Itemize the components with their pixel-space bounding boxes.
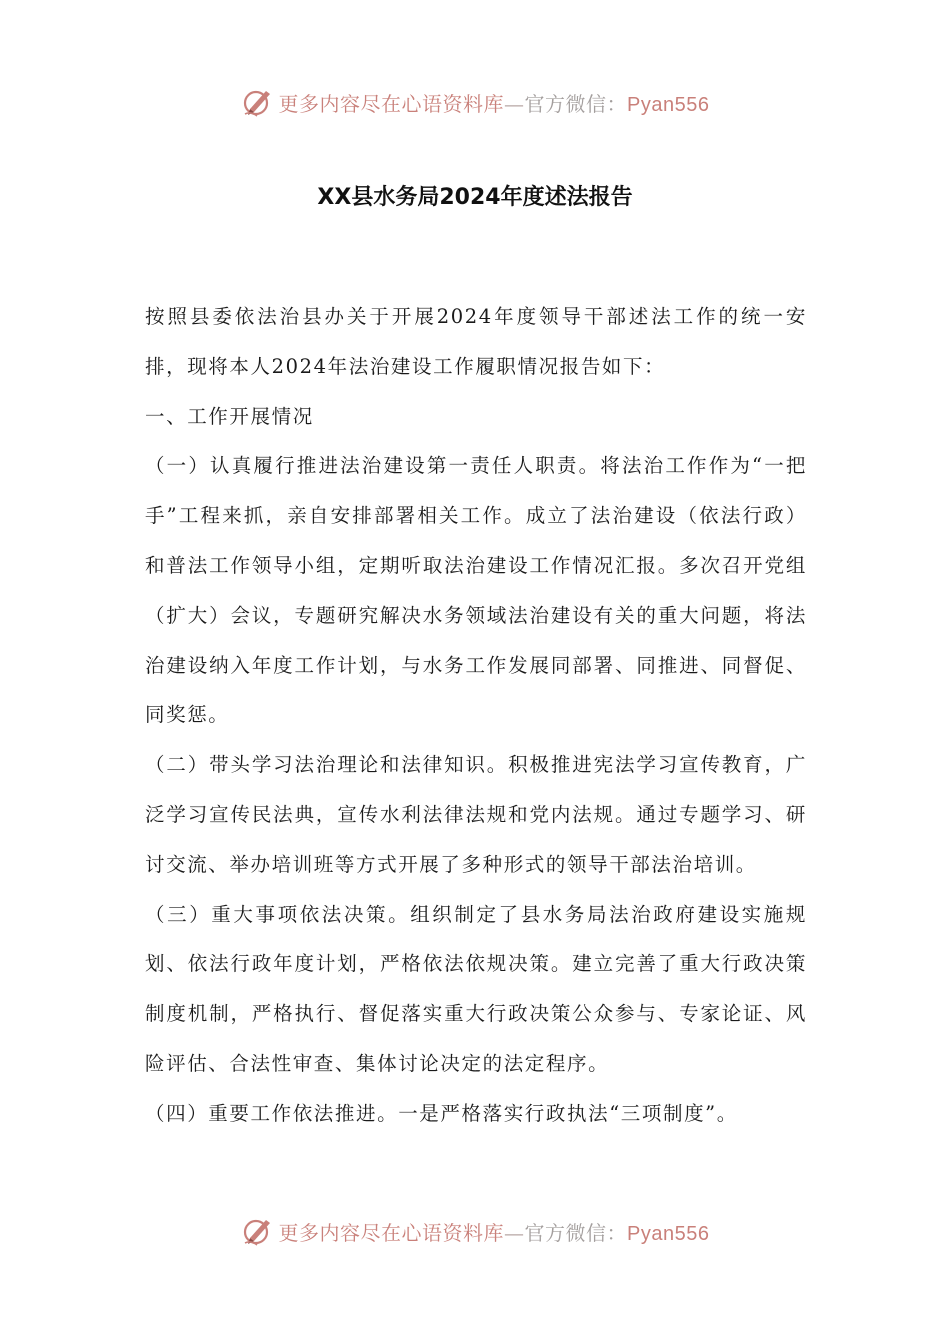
header-watermark-banner [0, 82, 950, 122]
paragraph-item-3: （三）重大事项依法决策。组织制定了县水务局法治政府建设实施规划、依法行政年度计划，严格依法依规决策。建立完善了重大行政决策制度机制，严格执行、督促落实重大行政决策公众参与、专家论证、风险评估、合法性审查、集体讨论决定的法定程序。 [145, 902, 807, 1075]
banner-wechat-label: 官方微信： [524, 1220, 628, 1245]
banner-wechat-label: 官方微信： [524, 91, 628, 116]
banner-text [279, 88, 710, 117]
paragraph-intro: 按照县委依法治县办关于开展2024年度领导干部述法工作的统一安排，现将本人2024年法治建设工作履职情况报告如下： [145, 305, 807, 378]
banner-wechat-id: Pyan556 [627, 1222, 710, 1245]
paragraph-item-2: （二）带头学习法治理论和法律知识。积极推进宪法学习宣传教育，广泛学习宣传民法典，宣传水利法律法规和党内法规。通过专题学习、研讨交流、举办培训班等方式开展了多种形式的领导干部法治培训。 [145, 753, 807, 876]
section-heading: 一、工作开展情况 [145, 404, 314, 428]
document-body [145, 292, 807, 1139]
banner-text [279, 1217, 710, 1246]
paragraph-item-1: （一）认真履行推进法治建设第一责任人职责。将法治工作作为“一把手”工程来抓，亲自安排部署相关工作。成立了法治建设（依法行政）和普法工作领导小组，定期听取法治建设工作情况汇报。多次召开党组（扩大）会议，专题研究解决水务领域法治建设有关的重大问题，将法治建设纳入年度工作计划，与水务工作发展同部署、同推进、同督促、同奖惩。 [145, 454, 807, 727]
banner-wechat-id: Pyan556 [627, 93, 710, 116]
banner-main-text: 更多内容尽在心语资料库 [278, 91, 505, 116]
pen-logo-icon [241, 1214, 275, 1248]
banner-main-text: 更多内容尽在心语资料库 [278, 1220, 505, 1245]
pen-logo-icon [241, 85, 275, 119]
banner-separator: — [504, 1220, 525, 1245]
footer-watermark-banner [0, 1211, 950, 1251]
banner-separator: — [504, 91, 525, 116]
document-title: XX县水务局2024年度述法报告 [317, 185, 633, 210]
paragraph-item-4: （四）重要工作依法推进。一是严格落实行政执法“三项制度”。 [145, 1101, 738, 1125]
